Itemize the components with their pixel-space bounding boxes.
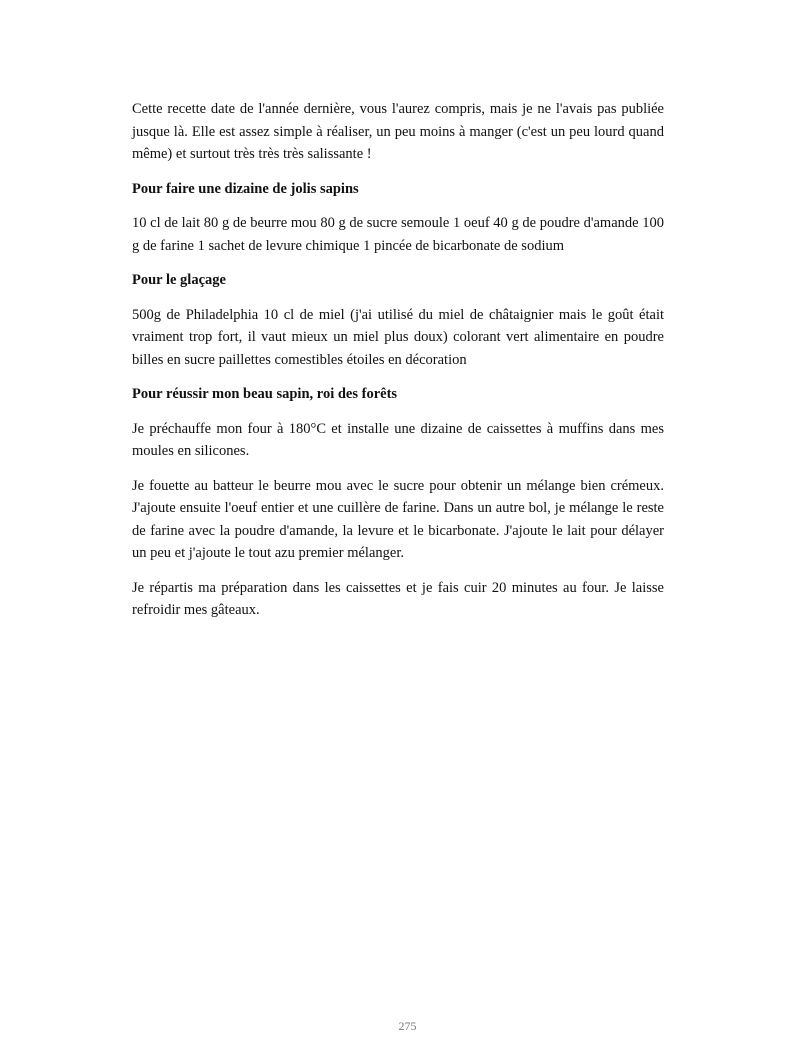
section-heading-ingredients: Pour faire une dizaine de jolis sapins <box>132 180 359 197</box>
ingredients-paragraph: 10 cl de lait 80 g de beurre mou 80 g de sucre semoule 1 oeuf 40 g de poudre d'amande 100 g de farine 1 sachet de levure chimique 1 pincée de bicarbonate de sodium <box>132 215 664 254</box>
step-paragraph-2: Je fouette au batteur le beurre mou avec le sucre pour obtenir un mélange bien crémeux. J'ajoute ensuite l'oeuf entier et une cuillère de farine. Dans un autre bol, je mélange le reste de farine avec la poudre d'amande, la levure et le bicarbonate. J'ajoute le lait pour délayer un peu et j'ajoute le tout azu premier mélanger. <box>132 477 664 561</box>
glacage-paragraph: 500g de Philadelphia 10 cl de miel (j'ai utilisé du miel de châtaignier mais le goût était vraiment trop fort, il vaut mieux un miel plus doux) colorant vert alimentaire en poudre billes en sucre paillettes comestibles étoiles en décoration <box>132 306 664 368</box>
step-paragraph-3: Je répartis ma préparation dans les caissettes et je fais cuir 20 minutes au four. Je laisse refroidir mes gâteaux. <box>132 579 664 618</box>
page-number: 275 <box>398 1019 417 1033</box>
intro-paragraph: Cette recette date de l'année dernière, vous l'aurez compris, mais je ne l'avais pas publiée jusque là. Elle est assez simple à réaliser, un peu moins à manger (c'est un peu lourd quand même) et surtout très très très salissante ! <box>132 101 664 162</box>
step-paragraph-1: Je préchauffe mon four à 180°C et installe une dizaine de caissettes à muffins dans mes moules en silicones. <box>132 420 664 459</box>
section-heading-steps: Pour réussir mon beau sapin, roi des forêts <box>132 386 398 402</box>
page-body <box>132 98 664 634</box>
section-heading-glacage: Pour le glaçage <box>132 272 226 288</box>
